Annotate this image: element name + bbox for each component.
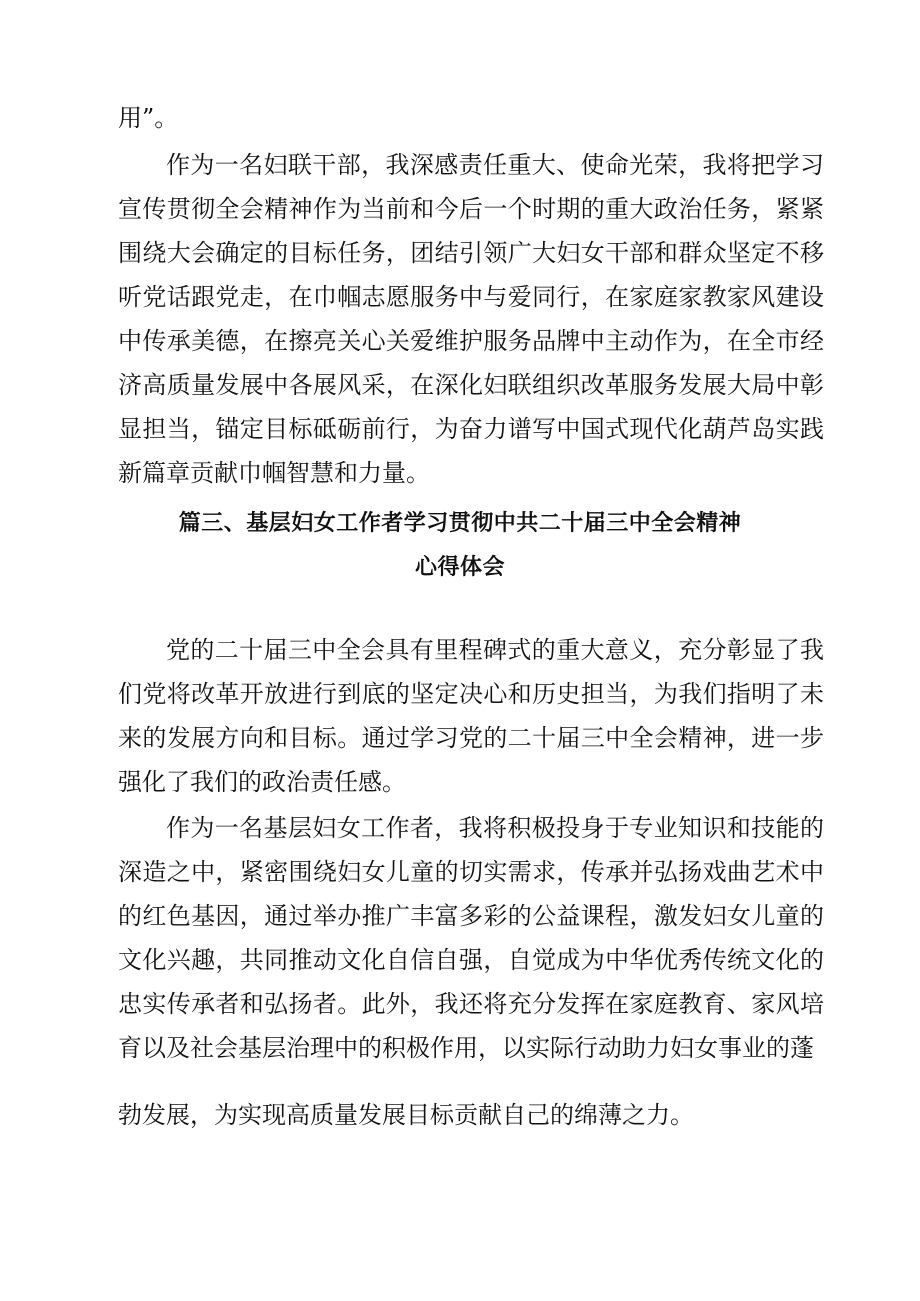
paragraph-continuation: 用”。 <box>118 104 179 132</box>
section-heading <box>0 502 920 590</box>
paragraph-grassroots-worker: 作为一名基层妇女工作者，我将积极投身于专业知识和技能的深造之中，紧密围绕妇女儿童的切实需求，传承并弘扬戏曲艺术中的红色基因，通过举办推广丰富多彩的公益课程，激发妇女儿童的文化兴趣，共同推动文化自信自强，自觉成为中华优秀传统文化的忠实传承者和弘扬者。此外，我还将充分发挥在家庭教育、家风培育以及社会基层治理中的积极作用，以实际行动助力妇女事业的蓬 <box>118 814 824 1062</box>
paragraph-ending: 勃发展，为实现高质量发展目标贡献自己的绵薄之力。 <box>118 1101 694 1129</box>
section-heading-line-2: 心得体会 <box>414 555 505 580</box>
paragraph-women-federation-cadre: 作为一名妇联干部，我深感责任重大、使命光荣，我将把学习宣传贯彻全会精神作为当前和今后一个时期的重大政治任务，紧紧围绕大会确定的目标任务，团结引领广大妇女干部和群众坚定不移听党话跟党走，在巾帼志愿服务中与爱同行，在家庭家教家风建设中传承美德，在擦亮关心关爱维护服务品牌中主动作为，在全市经济高质量发展中各展风采，在深化妇联组织改革服务发展大局中彰显担当，锚定目标砥砺前行，为奋力谱写中国式现代化葫芦岛实践新篇章贡献巾帼智慧和力量。 <box>118 151 824 487</box>
section-heading-line-1: 篇三、基层妇女工作者学习贯彻中共二十届三中全会精神 <box>178 511 742 536</box>
paragraph-plenum-significance: 党的二十届三中全会具有里程碑式的重大意义，充分彰显了我们党将改革开放进行到底的坚定决心和历史担当，为我们指明了未来的发展方向和目标。通过学习党的二十届三中全会精神，进一步强化了我们的政治责任感。 <box>118 636 824 796</box>
